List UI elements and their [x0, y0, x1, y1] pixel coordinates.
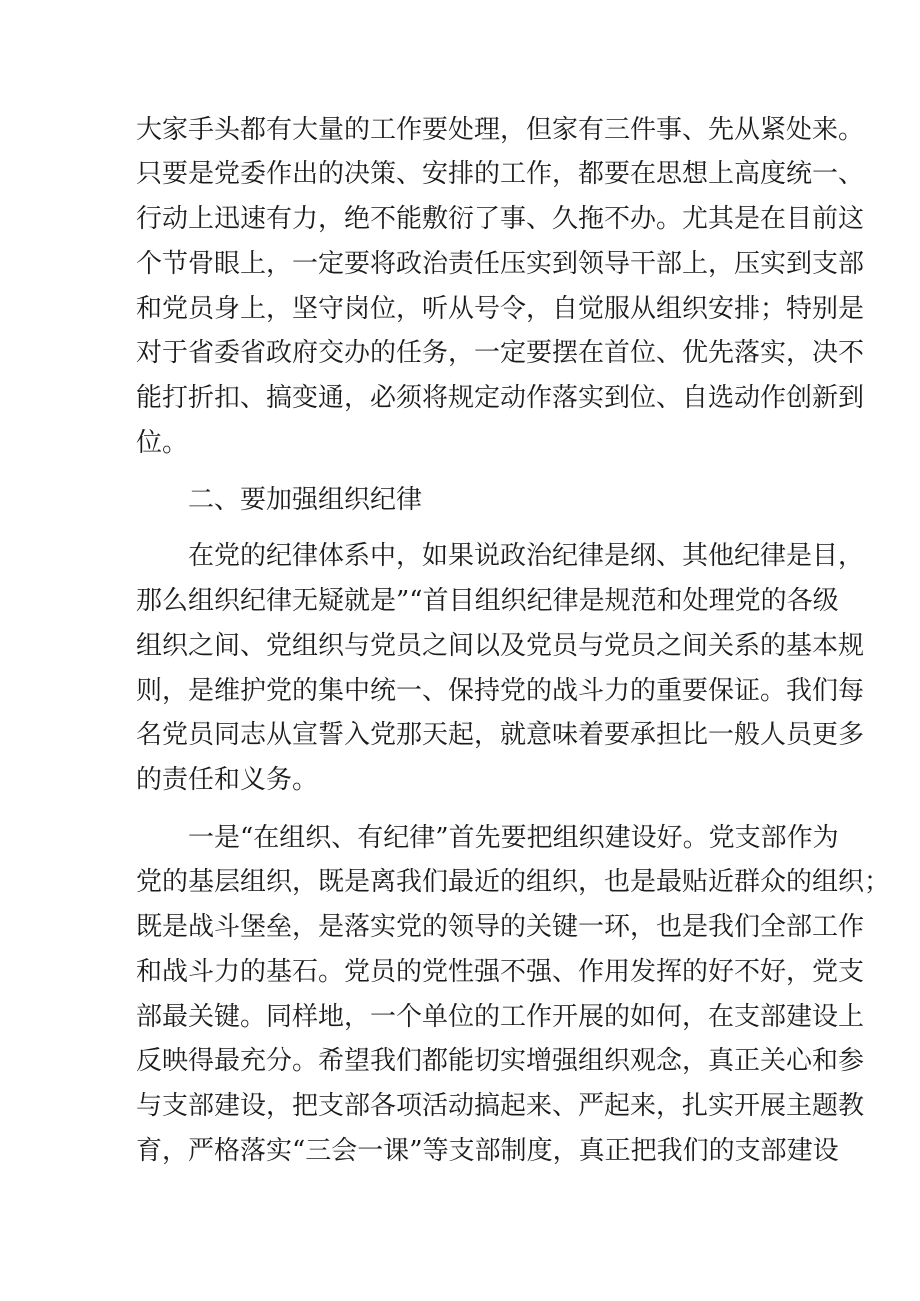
paragraph-3-line-2: 党的基层组织，既是离我们最近的组织，也是最贴近群众的组织；: [136, 867, 891, 897]
paragraph-2-line-3: 组织之间、党组织与党员之间以及党员与党员之间关系的基本规: [136, 631, 865, 661]
paragraph-1-line-3: 行动上迅速有力，绝不能敷衍了事、久拖不办。尤其是在目前这: [136, 204, 865, 234]
paragraph-1-line-1: 大家手头都有大量的工作要处理，但家有三件事、先从紧处来。: [136, 115, 865, 145]
paragraph-2-line-2: 那么组织纪律无疑就是”“首目组织纪律是规范和处理党的各级: [136, 586, 839, 616]
paragraph-2-line-6: 的责任和义务。: [136, 765, 319, 795]
paragraph-3-line-5: 部最关键。同样地，一个单位的工作开展的如何，在支部建设上: [136, 1002, 865, 1032]
paragraph-1-line-2: 只要是党委作出的决策、安排的工作，都要在思想上高度统一、: [136, 159, 865, 189]
paragraph-3-line-7: 与支部建设，把支部各项活动搞起来、严起来，扎实开展主题教: [136, 1091, 865, 1121]
paragraph-1-line-6: 对于省委省政府交办的任务，一定要摆在首位、优先落实，决不: [136, 338, 865, 368]
paragraph-2-line-4: 则，是维护党的集中统一、保持党的战斗力的重要保证。我们每: [136, 676, 865, 706]
paragraph-3-line-6: 反映得最充分。希望我们都能切实增强组织观念，真正关心和参: [136, 1046, 865, 1076]
section-heading: 二、要加强组织纪律: [188, 485, 423, 515]
paragraph-1-line-7: 能打折扣、搞变通，必须将规定动作落实到位、自选动作创新到: [136, 383, 865, 413]
paragraph-1-line-5: 和党员身上，坚守岗位，听从号令，自觉服从组织安排；特别是: [136, 294, 865, 324]
paragraph-3-line-8: 育，严格落实“三会一课”等支部制度，真正把我们的支部建设: [136, 1136, 839, 1166]
paragraph-1-line-4: 个节骨眼上，一定要将政治责任压实到领导干部上，压实到支部: [136, 249, 865, 279]
paragraph-2-line-1: 在党的纪律体系中，如果说政治纪律是纲、其他纪律是目，: [188, 541, 865, 571]
paragraph-3-line-4: 和战斗力的基石。党员的党性强不强、作用发挥的好不好，党支: [136, 957, 865, 987]
paragraph-3-line-3: 既是战斗堡垒，是落实党的领导的关键一环，也是我们全部工作: [136, 912, 865, 942]
paragraph-3-line-1: 一是“在组织、有纪律”首先要把组织建设好。党支部作为: [188, 823, 839, 853]
paragraph-2-line-5: 名党员同志从宣誓入党那天起，就意味着要承担比一般人员更多: [136, 720, 865, 750]
paragraph-1-line-8: 位。: [136, 428, 189, 458]
